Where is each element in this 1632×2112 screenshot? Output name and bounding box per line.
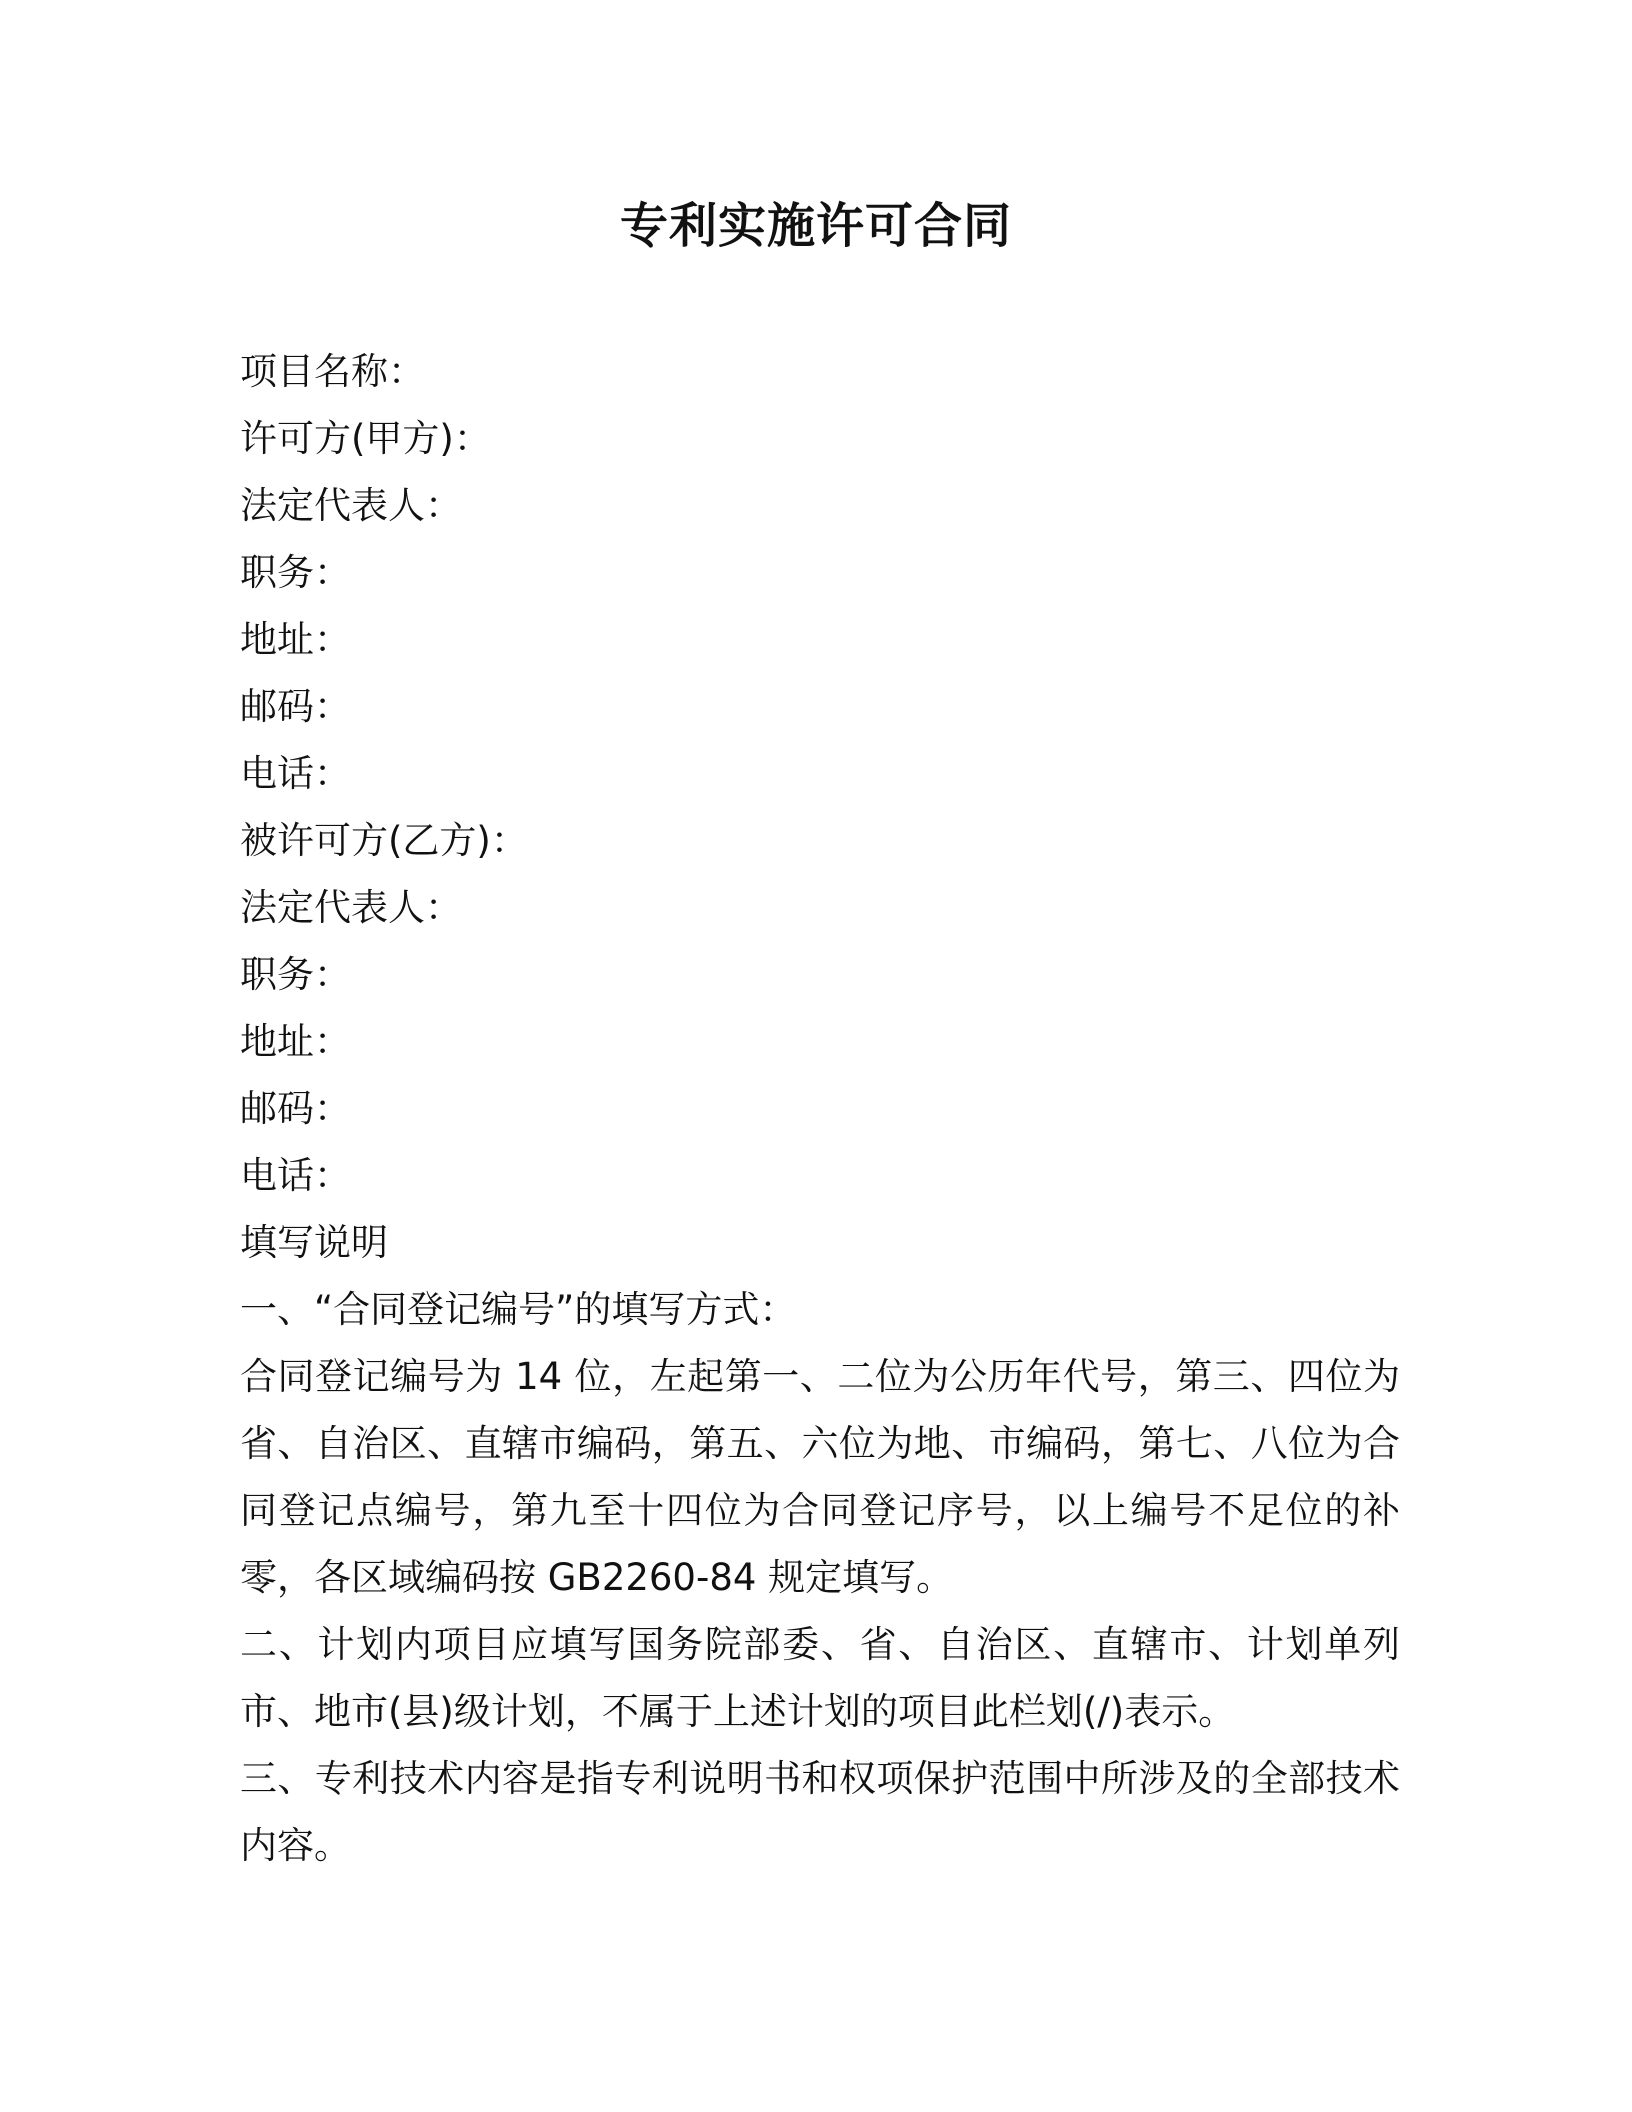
field-licensor-address: 地址：: [240, 618, 351, 661]
field-licensor-phone: 电话：: [240, 752, 351, 795]
field-licensee-position: 职务：: [240, 953, 351, 996]
instruction-item-1-heading: 一、“合同登记编号”的填写方式：: [240, 1288, 797, 1331]
field-licensee-postcode: 邮码：: [240, 1087, 351, 1130]
field-project-name: 项目名称：: [240, 350, 425, 393]
document-title: 专利实施许可合同: [619, 198, 1012, 254]
document-body: [240, 338, 1400, 1879]
field-licensor: 许可方(甲方)：: [240, 417, 491, 460]
field-licensor-position: 职务：: [240, 551, 351, 594]
field-licensee-legal-rep: 法定代表人：: [240, 886, 462, 929]
instruction-paragraph-2: 二、计划内项目应填写国务院部委、省、自治区、直辖市、计划单列市、地市(县)级计划，不属于上述计划的项目此栏划(/)表示。: [240, 1623, 1400, 1733]
field-licensee-phone: 电话：: [240, 1154, 351, 1197]
field-licensee-address: 地址：: [240, 1020, 351, 1063]
instructions-heading: 填写说明: [240, 1221, 388, 1264]
field-licensor-postcode: 邮码：: [240, 685, 351, 728]
instruction-paragraph-1: 合同登记编号为 14 位，左起第一、二位为公历年代号，第三、四位为省、自治区、直辖市编码，第五、六位为地、市编码，第七、八位为合同登记点编号，第九至十四位为合同登记序号，以上编号不足位的补零，各区域编码按 GB2260-84 规定填写。: [240, 1355, 1400, 1599]
instruction-paragraph-3: 三、专利技术内容是指专利说明书和权项保护范围中所涉及的全部技术内容。: [240, 1757, 1400, 1867]
field-licensee: 被许可方(乙方)：: [240, 819, 528, 862]
field-licensor-legal-rep: 法定代表人：: [240, 484, 462, 527]
